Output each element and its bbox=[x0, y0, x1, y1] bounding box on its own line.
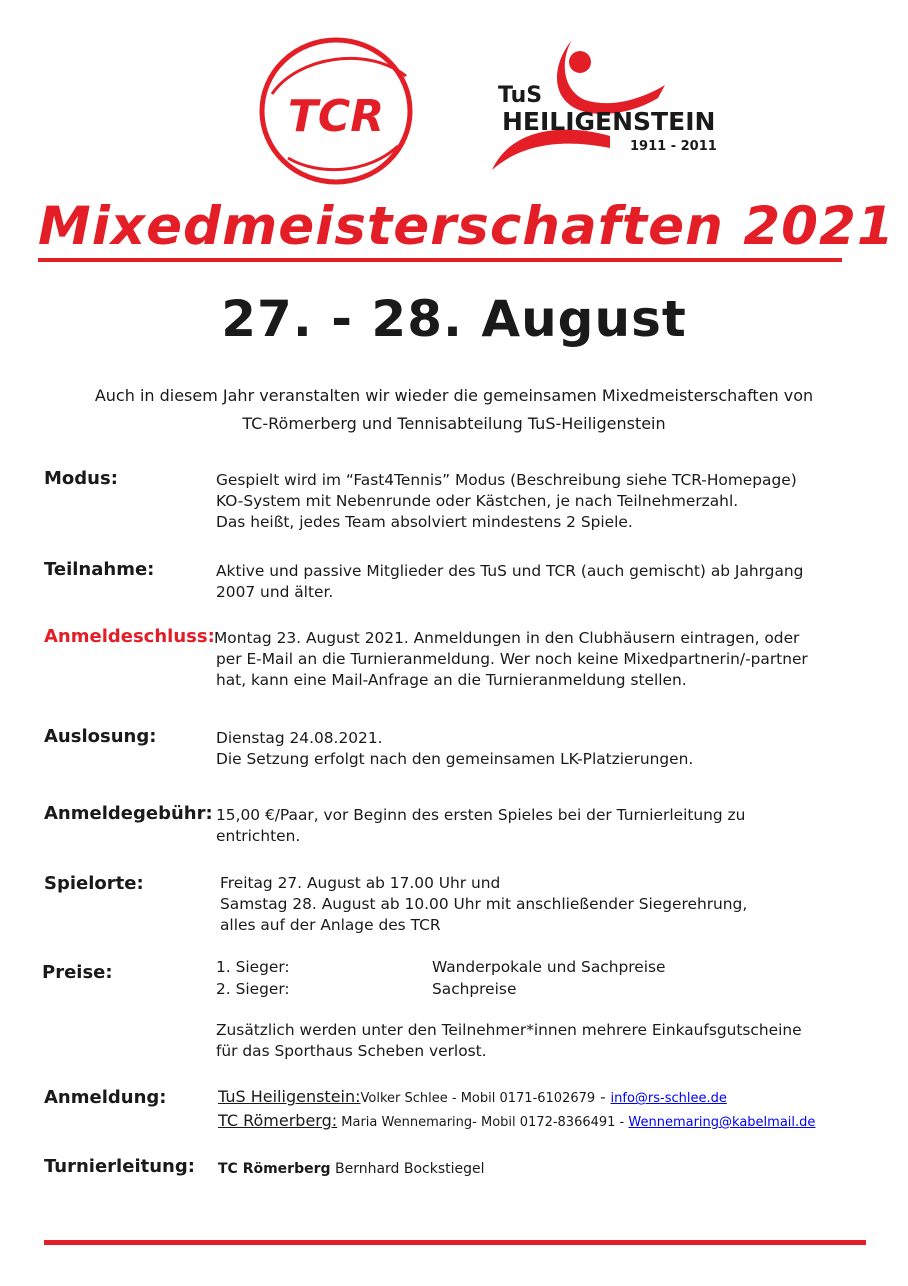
anmeldung-tcr-club: TC Römerberg: bbox=[218, 1111, 338, 1130]
teilnahme-text bbox=[216, 561, 803, 603]
anmeldegebuehr-label: Anmeldegebühr: bbox=[44, 803, 213, 824]
auslosung-text bbox=[216, 728, 693, 770]
anmeldung-tcr-row bbox=[218, 1110, 815, 1133]
tus-logo-top: TuS bbox=[498, 83, 543, 108]
teilnahme-label: Teilnahme: bbox=[44, 559, 155, 580]
preise-extra-line: Zusätzlich werden unter den Teilnehmer*innen mehrere Einkaufsgutscheine bbox=[216, 1021, 802, 1039]
intro-line-1: Auch in diesem Jahr veranstalten wir wieder die gemeinsamen Mixedmeisterschaften von bbox=[94, 386, 814, 405]
anmeldeschluss-line: hat, kann eine Mail-Anfrage an die Turnieranmeldung stellen. bbox=[216, 671, 687, 689]
anmeldegebuehr-line: 15,00 €/Paar, vor Beginn des ersten Spieles bei der Turnierleitung zu bbox=[216, 806, 746, 824]
modus-line: KO-System mit Nebenrunde oder Kästchen, je nach Teilnehmerzahl. bbox=[216, 492, 739, 510]
anmeldung-tus-row bbox=[218, 1086, 727, 1109]
preise-prize-1: Wanderpokale und Sachpreise bbox=[432, 958, 666, 976]
anmeldung-tus-club: TuS Heiligenstein: bbox=[218, 1087, 361, 1106]
turnierleitung-text bbox=[218, 1159, 485, 1180]
preise-place-1: 1. Sieger: bbox=[216, 958, 290, 976]
anmeldegebuehr-line: entrichten. bbox=[216, 827, 301, 845]
preise-label: Preise: bbox=[42, 962, 113, 983]
tus-logo-name: HEILIGENSTEIN bbox=[502, 107, 716, 136]
anmeldung-tus-contact: Volker Schlee - Mobil 0171-6102679 bbox=[360, 1091, 596, 1106]
auslosung-line: Dienstag 24.08.2021. bbox=[216, 729, 383, 747]
preise-place-2: 2. Sieger: bbox=[216, 980, 290, 998]
anmeldeschluss-line: per E-Mail an die Turnieranmeldung. Wer noch keine Mixedpartnerin/-partner bbox=[216, 650, 808, 668]
intro-line-2: TC-Römerberg und Tennisabteilung TuS-Heiligenstein bbox=[242, 414, 666, 433]
spielorte-label: Spielorte: bbox=[44, 873, 144, 894]
spielorte-line: Freitag 27. August ab 17.00 Uhr und bbox=[220, 874, 501, 892]
tus-logo-years: 1911 - 2011 bbox=[630, 139, 717, 154]
auslosung-label: Auslosung: bbox=[44, 726, 157, 747]
turnierleitung-club: TC Römerberg bbox=[218, 1161, 331, 1177]
preise-extra bbox=[216, 1020, 802, 1062]
spielorte-line: Samstag 28. August ab 10.00 Uhr mit anschließender Siegerehrung, bbox=[220, 895, 748, 913]
spielorte-line: alles auf der Anlage des TCR bbox=[220, 916, 441, 934]
anmeldeschluss-line: Montag 23. August 2021. Anmeldungen in den Clubhäusern eintragen, oder bbox=[214, 629, 800, 647]
anmeldung-tus-email-link[interactable]: info@rs-schlee.de bbox=[610, 1091, 727, 1106]
preise-extra-line: für das Sporthaus Scheben verlost. bbox=[216, 1042, 487, 1060]
spielorte-text bbox=[220, 873, 747, 936]
preise-prize-2: Sachpreise bbox=[432, 980, 517, 998]
modus-text bbox=[216, 470, 797, 533]
event-date: 27. - 28. August bbox=[221, 290, 687, 348]
anmeldung-label: Anmeldung: bbox=[44, 1087, 167, 1108]
bottom-rule bbox=[44, 1240, 866, 1245]
tcr-logo bbox=[258, 36, 414, 186]
teilnahme-line: 2007 und älter. bbox=[216, 583, 334, 601]
anmeldeschluss-label: Anmeldeschluss: bbox=[44, 626, 215, 647]
modus-line: Gespielt wird im “Fast4Tennis” Modus (Beschreibung siehe TCR-Homepage) bbox=[216, 471, 797, 489]
turnierleitung-name: Bernhard Bockstiegel bbox=[330, 1161, 485, 1177]
turnierleitung-label: Turnierleitung: bbox=[44, 1156, 195, 1177]
anmeldeschluss-text bbox=[214, 628, 808, 691]
anmeldegebuehr-text bbox=[216, 805, 745, 847]
modus-label: Modus: bbox=[44, 468, 118, 489]
anmeldung-tcr-email-link[interactable]: Wennemaring@kabelmail.de bbox=[628, 1115, 816, 1130]
tcr-logo-text: TCR bbox=[287, 91, 385, 142]
title-underline bbox=[38, 258, 842, 262]
auslosung-line: Die Setzung erfolgt nach den gemeinsamen LK-Platzierungen. bbox=[216, 750, 694, 768]
anmeldung-tcr-contact: Maria Wennemaring- Mobil 0172-8366491 - bbox=[337, 1115, 629, 1130]
modus-line: Das heißt, jedes Team absolviert mindestens 2 Spiele. bbox=[216, 513, 633, 531]
tus-heiligenstein-logo bbox=[490, 30, 728, 178]
anmeldung-tus-sep: - bbox=[595, 1088, 611, 1106]
teilnahme-line: Aktive und passive Mitglieder des TuS und TCR (auch gemischt) ab Jahrgang bbox=[216, 562, 804, 580]
page-title: Mixedmeisterschaften 2021 bbox=[38, 196, 895, 257]
